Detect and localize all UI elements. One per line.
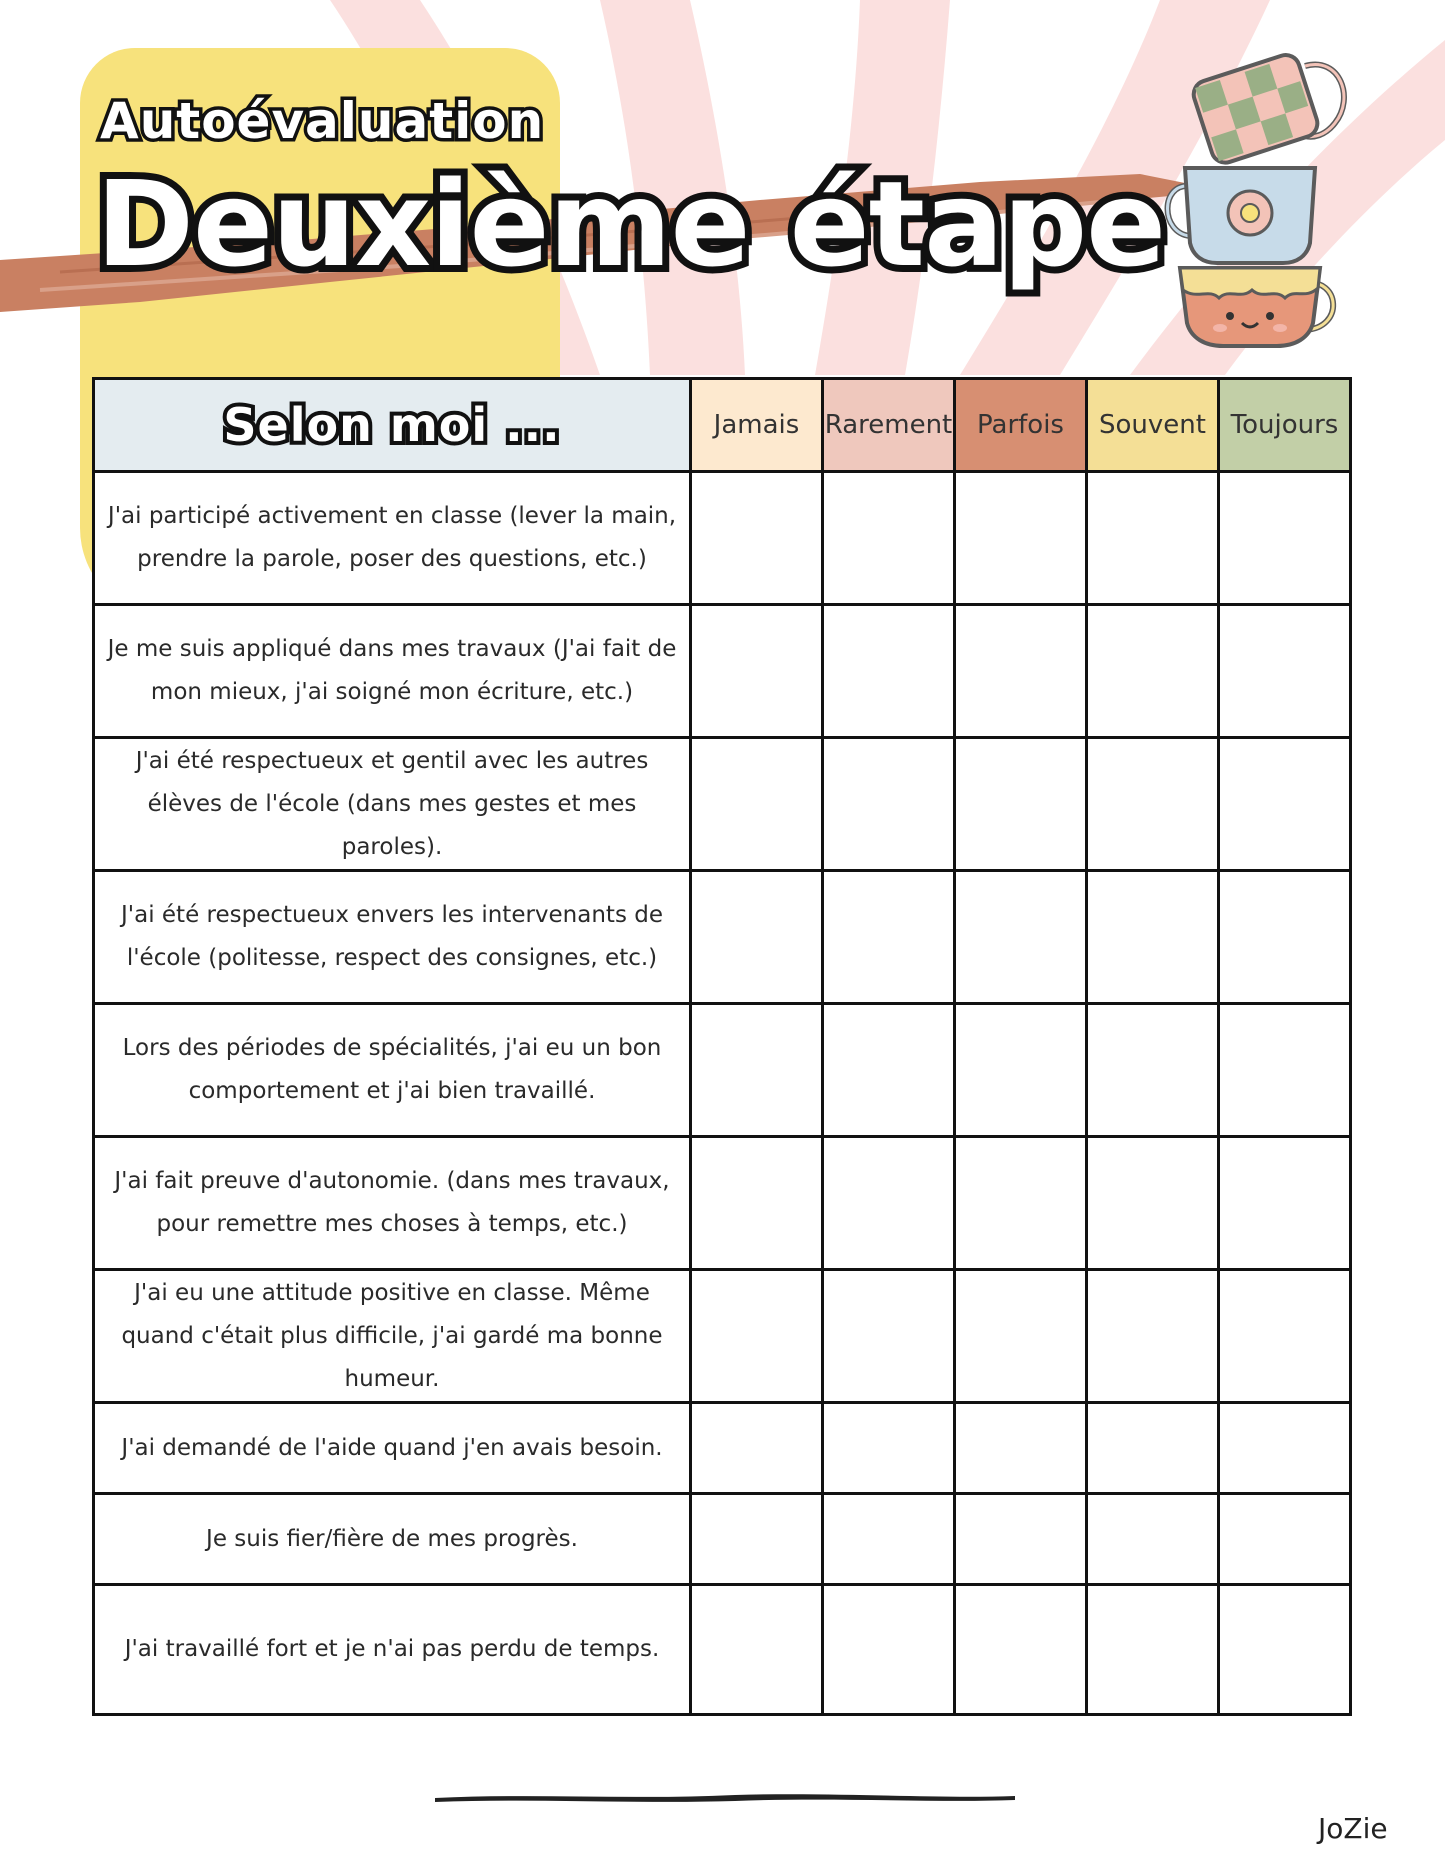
rating-cell-souvent[interactable] [1087,1137,1219,1270]
rating-cell-souvent[interactable] [1087,605,1219,738]
rating-cell-rarement[interactable] [823,1494,955,1585]
rating-cell-parfois[interactable] [955,1270,1087,1403]
signature-logo: JoZie [1318,1812,1388,1845]
rating-cell-parfois[interactable] [955,871,1087,1004]
rating-cell-jamais[interactable] [691,738,823,871]
smiling-cup-icon [1180,268,1333,346]
statement-text: J'ai eu une attitude positive en classe. Même quand c'était plus difficile, j'ai gardé ma bonne humeur. [94,1270,691,1403]
rating-cell-rarement[interactable] [823,738,955,871]
rating-cell-souvent[interactable] [1087,1494,1219,1585]
rating-cell-parfois[interactable] [955,1004,1087,1137]
rating-cell-jamais[interactable] [691,472,823,605]
rating-cell-rarement[interactable] [823,1270,955,1403]
table-row [94,871,1351,1004]
rating-cell-jamais[interactable] [691,1403,823,1494]
table-row [94,738,1351,871]
column-header-toujours: Toujours [1219,379,1351,472]
rating-cell-toujours[interactable] [1219,871,1351,1004]
table-row [94,1585,1351,1715]
rating-cell-parfois[interactable] [955,1403,1087,1494]
column-header-rarement: Rarement [823,379,955,472]
blue-cup-icon [1168,168,1316,263]
rating-cell-jamais[interactable] [691,1585,823,1715]
rating-cell-souvent[interactable] [1087,871,1219,1004]
statement-text: J'ai été respectueux et gentil avec les autres élèves de l'école (dans mes gestes et mes paroles). [94,738,691,871]
signature-line[interactable] [435,1790,1015,1804]
rating-cell-rarement[interactable] [823,1403,955,1494]
rating-cell-rarement[interactable] [823,1137,955,1270]
table-row [94,1270,1351,1403]
table-row [94,1004,1351,1137]
rating-cell-rarement[interactable] [823,1004,955,1137]
rating-cell-jamais[interactable] [691,605,823,738]
table-row [94,1494,1351,1585]
subtitle: Autoévaluation [100,92,545,150]
rating-cell-toujours[interactable] [1219,738,1351,871]
statement-text: J'ai demandé de l'aide quand j'en avais besoin. [94,1403,691,1494]
statement-text: Je suis fier/fière de mes progrès. [94,1494,691,1585]
rating-cell-rarement[interactable] [823,871,955,1004]
rating-cell-toujours[interactable] [1219,1403,1351,1494]
statement-text: Lors des périodes de spécialités, j'ai eu un bon comportement et j'ai bien travaillé. [94,1004,691,1137]
stacked-cups-illustration [1155,38,1365,348]
rating-cell-parfois[interactable] [955,1585,1087,1715]
table-corner-label: Selon moi ... [223,398,561,452]
rating-cell-toujours[interactable] [1219,1270,1351,1403]
table-row [94,472,1351,605]
statement-text: J'ai travaillé fort et je n'ai pas perdu de temps. [94,1585,691,1715]
statement-text: J'ai fait preuve d'autonomie. (dans mes travaux, pour remettre mes choses à temps, etc.) [94,1137,691,1270]
statement-text: J'ai participé activement en classe (lever la main, prendre la parole, poser des questions, etc.) [94,472,691,605]
statement-text: Je me suis appliqué dans mes travaux (J'ai fait de mon mieux, j'ai soigné mon écriture, etc.) [94,605,691,738]
rating-cell-souvent[interactable] [1087,472,1219,605]
rating-cell-toujours[interactable] [1219,472,1351,605]
rating-cell-rarement[interactable] [823,605,955,738]
rating-cell-souvent[interactable] [1087,738,1219,871]
column-header-parfois: Parfois [955,379,1087,472]
statement-text: J'ai été respectueux envers les intervenants de l'école (politesse, respect des consignes, etc.) [94,871,691,1004]
rating-cell-parfois[interactable] [955,1494,1087,1585]
rating-cell-toujours[interactable] [1219,1494,1351,1585]
rating-cell-toujours[interactable] [1219,1004,1351,1137]
rating-cell-toujours[interactable] [1219,1137,1351,1270]
rating-cell-souvent[interactable] [1087,1403,1219,1494]
rating-cell-parfois[interactable] [955,605,1087,738]
rating-cell-parfois[interactable] [955,738,1087,871]
rating-cell-jamais[interactable] [691,1270,823,1403]
page-title: Deuxième étape [96,155,1166,293]
rating-cell-jamais[interactable] [691,871,823,1004]
rating-cell-toujours[interactable] [1219,605,1351,738]
rating-cell-jamais[interactable] [691,1494,823,1585]
rating-cell-souvent[interactable] [1087,1585,1219,1715]
rating-cell-parfois[interactable] [955,1137,1087,1270]
rating-cell-souvent[interactable] [1087,1004,1219,1137]
table-header-row [94,379,1351,472]
table-row [94,1403,1351,1494]
table-row [94,605,1351,738]
column-header-jamais: Jamais [691,379,823,472]
rating-cell-jamais[interactable] [691,1004,823,1137]
rating-cell-rarement[interactable] [823,1585,955,1715]
table-corner-header [94,379,691,472]
checkered-cup-icon [1190,51,1344,166]
rating-cell-jamais[interactable] [691,1137,823,1270]
rating-cell-rarement[interactable] [823,472,955,605]
self-evaluation-table [92,377,1352,1716]
rating-cell-parfois[interactable] [955,472,1087,605]
rating-cell-souvent[interactable] [1087,1270,1219,1403]
rating-cell-toujours[interactable] [1219,1585,1351,1715]
column-header-souvent: Souvent [1087,379,1219,472]
table-row [94,1137,1351,1270]
